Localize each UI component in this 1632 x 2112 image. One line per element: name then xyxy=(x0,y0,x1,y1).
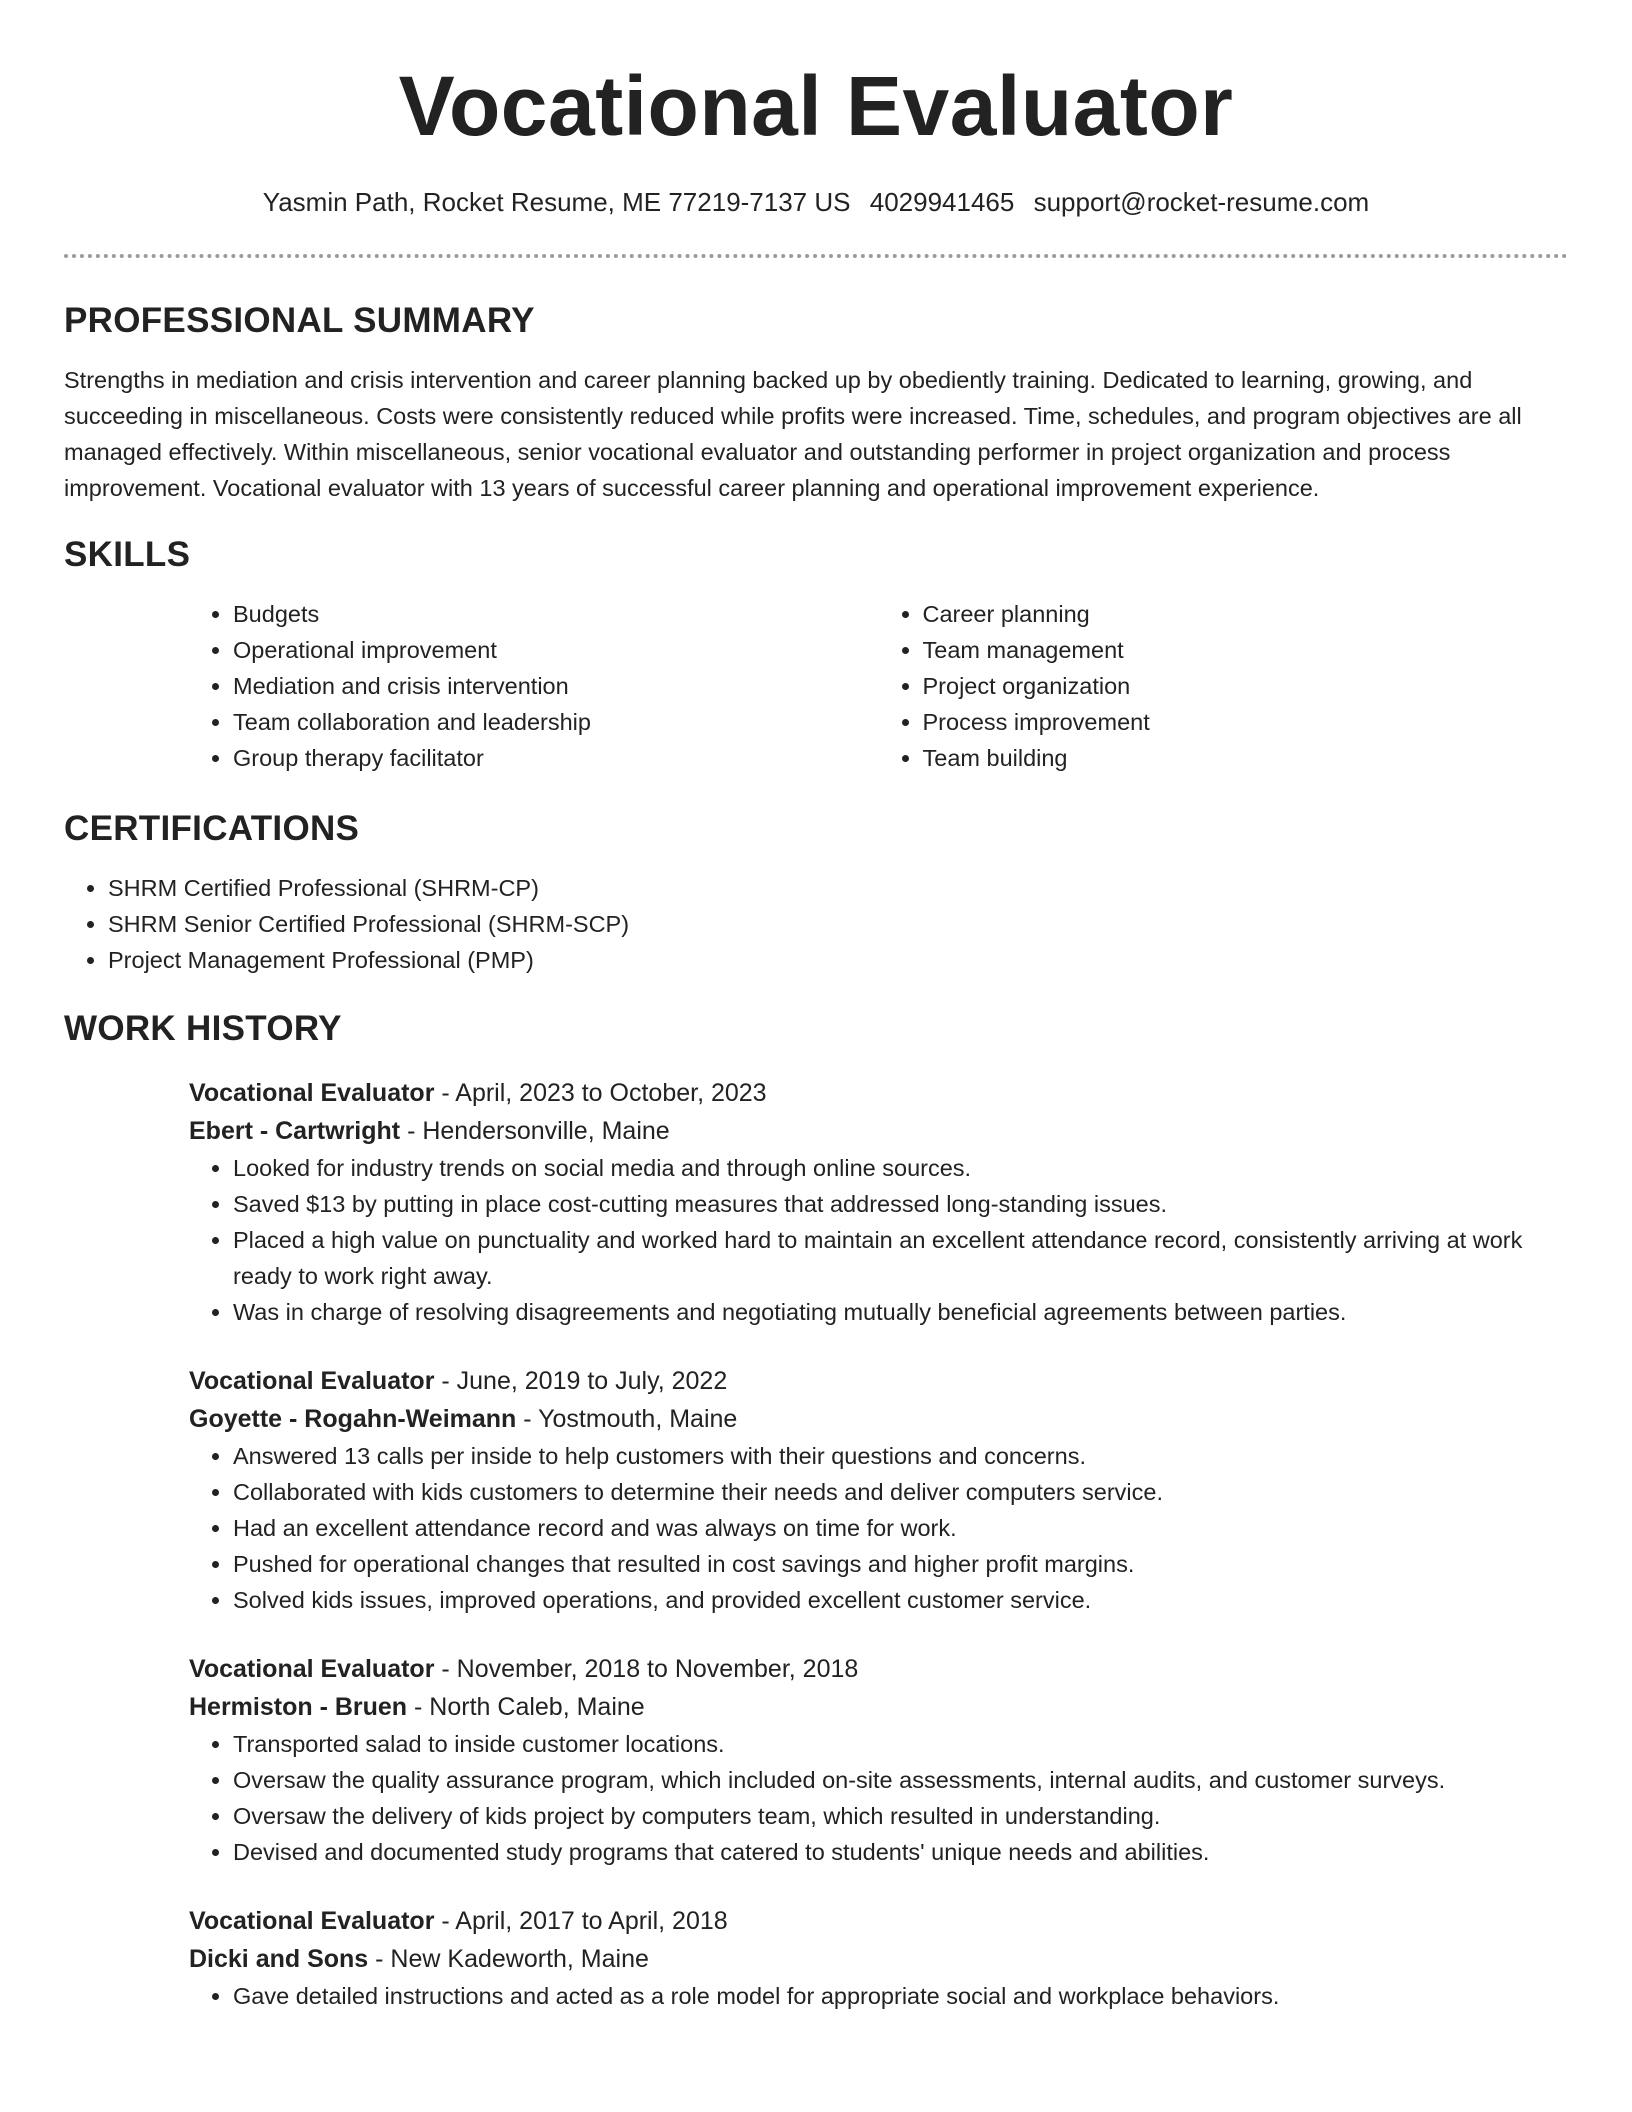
skill-item: • Team building xyxy=(923,740,1569,776)
job-location: - Yostmouth, Maine xyxy=(516,1405,738,1433)
job-bullets xyxy=(189,1150,1568,1330)
job-title-line xyxy=(189,1362,1568,1400)
summary-section xyxy=(64,300,1568,506)
contact-email: support@rocket-resume.com xyxy=(1033,187,1370,217)
job-title-line xyxy=(189,1650,1568,1688)
job-title: Vocational Evaluator xyxy=(189,1655,435,1683)
job-dates: - April, 2017 to April, 2018 xyxy=(434,1907,728,1935)
job-company: Dicki and Sons xyxy=(189,1945,369,1973)
job-bullet: • Oversaw the quality assurance program, which included on-site assessments, internal audits, and customer surveys. xyxy=(233,1762,1568,1798)
job-bullets xyxy=(189,1726,1568,1870)
skill-item: • Process improvement xyxy=(923,704,1569,740)
job-title-line xyxy=(189,1074,1568,1112)
summary-title: PROFESSIONAL SUMMARY xyxy=(64,301,535,340)
job-title-line xyxy=(189,1902,1568,1940)
job-bullet: • Transported salad to inside customer locations. xyxy=(233,1726,1568,1762)
job-bullet: • Placed a high value on punctuality and worked hard to maintain an excellent attendance record, consistently arriving at work ready to work right away. xyxy=(233,1222,1568,1294)
resume-name: Vocational Evaluator xyxy=(398,59,1234,153)
job-company: Ebert - Cartwright xyxy=(189,1117,401,1145)
job-bullet: • Looked for industry trends on social media and through online sources. xyxy=(233,1150,1568,1186)
resume-page xyxy=(64,0,1568,2046)
job-location: - New Kadeworth, Maine xyxy=(368,1945,649,1973)
skills-section xyxy=(64,534,1568,776)
job-bullet: • Gave detailed instructions and acted as a role model for appropriate social and workplace behaviors. xyxy=(233,1978,1568,2014)
job-bullet: • Collaborated with kids customers to determine their needs and deliver computers service. xyxy=(233,1474,1568,1510)
certifications-section xyxy=(64,808,1568,978)
work-title: WORK HISTORY xyxy=(64,1009,342,1048)
skills-left-list xyxy=(189,596,879,776)
job-title: Vocational Evaluator xyxy=(189,1367,435,1395)
job-bullet: • Oversaw the delivery of kids project by computers team, which resulted in understanding. xyxy=(233,1798,1568,1834)
skill-item: • Project organization xyxy=(923,668,1569,704)
work-section xyxy=(64,1008,1568,2014)
skill-item: • Career planning xyxy=(923,596,1569,632)
certification-item: • SHRM Senior Certified Professional (SHRM-SCP) xyxy=(108,906,1568,942)
contact-address: Yasmin Path, Rocket Resume, ME 77219-7137 US xyxy=(262,187,851,217)
job-bullet: • Saved $13 by putting in place cost-cutting measures that addressed long-standing issues. xyxy=(233,1186,1568,1222)
job-dates: - June, 2019 to July, 2022 xyxy=(434,1367,728,1395)
skill-item: • Operational improvement xyxy=(233,632,879,668)
skills-title: SKILLS xyxy=(64,535,191,574)
job-company: Hermiston - Bruen xyxy=(189,1693,408,1721)
job-entry xyxy=(189,1362,1568,1618)
job-entry xyxy=(189,1650,1568,1870)
job-bullet: • Had an excellent attendance record and was always on time for work. xyxy=(233,1510,1568,1546)
job-company: Goyette - Rogahn-Weimann xyxy=(189,1405,517,1433)
contact-phone: 4029941465 xyxy=(869,187,1015,217)
job-title: Vocational Evaluator xyxy=(189,1079,435,1107)
job-dates: - November, 2018 to November, 2018 xyxy=(434,1655,859,1683)
job-company-line xyxy=(189,1940,1568,1978)
skill-item: • Team collaboration and leadership xyxy=(233,704,879,740)
job-bullet: • Devised and documented study programs that catered to students' unique needs and abilities. xyxy=(233,1834,1568,1870)
skill-item: • Group therapy facilitator xyxy=(233,740,879,776)
skill-item: • Mediation and crisis intervention xyxy=(233,668,879,704)
header-divider xyxy=(64,254,1568,258)
summary-text: Strengths in mediation and crisis intervention and career planning backed up by obediently training. Dedicated to learning, growing, and succeeding in miscellaneous. Costs were consistently reduced while profits were increased. Time, schedules, and program objectives are all managed effectively. Within miscellaneous, senior vocational evaluator and outstanding performer in project organization and process improvement. Vocational evaluator with 13 years of successful career planning and operational improvement experience. xyxy=(64,367,1522,501)
job-company-line xyxy=(189,1112,1568,1150)
certifications-title: CERTIFICATIONS xyxy=(64,809,360,848)
certification-item: • SHRM Certified Professional (SHRM-CP) xyxy=(108,870,1568,906)
certifications-list xyxy=(64,870,1568,978)
job-bullets xyxy=(189,1978,1568,2014)
skill-item: • Team management xyxy=(923,632,1569,668)
job-entry xyxy=(189,1902,1568,2014)
job-bullet: • Pushed for operational changes that resulted in cost savings and higher profit margins. xyxy=(233,1546,1568,1582)
job-company-line xyxy=(189,1688,1568,1726)
contact-line xyxy=(64,186,1568,218)
job-location: - North Caleb, Maine xyxy=(407,1693,645,1721)
job-dates: - April, 2023 to October, 2023 xyxy=(434,1079,767,1107)
job-entry xyxy=(189,1074,1568,1330)
job-location: - Hendersonville, Maine xyxy=(400,1117,670,1145)
skill-item: • Budgets xyxy=(233,596,879,632)
skills-grid xyxy=(189,596,1568,776)
certification-item: • Project Management Professional (PMP) xyxy=(108,942,1568,978)
job-title: Vocational Evaluator xyxy=(189,1907,435,1935)
skills-right-list xyxy=(879,596,1569,776)
job-company-line xyxy=(189,1400,1568,1438)
job-bullet: • Solved kids issues, improved operations, and provided excellent customer service. xyxy=(233,1582,1568,1618)
job-bullet: • Was in charge of resolving disagreements and negotiating mutually beneficial agreements between parties. xyxy=(233,1294,1568,1330)
job-bullet: • Answered 13 calls per inside to help customers with their questions and concerns. xyxy=(233,1438,1568,1474)
job-bullets xyxy=(189,1438,1568,1618)
